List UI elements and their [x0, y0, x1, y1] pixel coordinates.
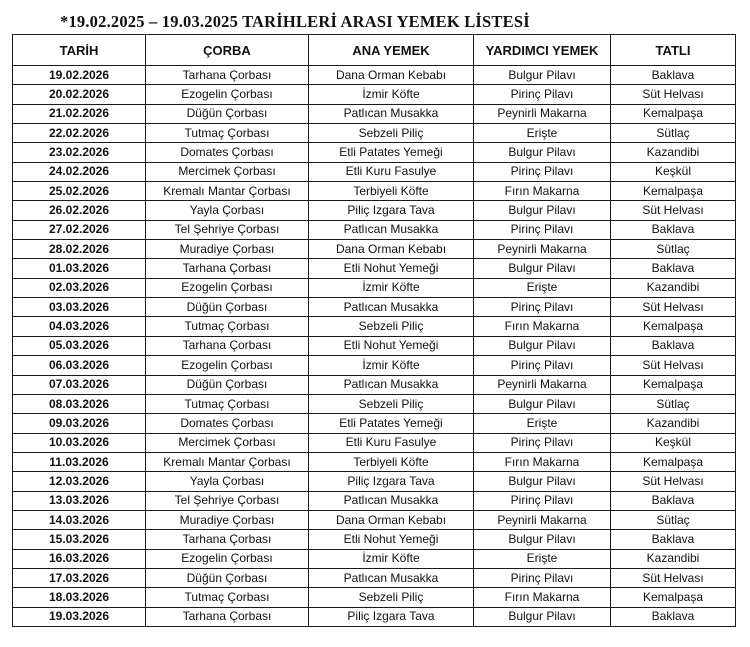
main-dish-cell: Dana Orman Kebabı [309, 510, 474, 529]
main-dish-cell: Patlıcan Musakka [309, 220, 474, 239]
date-cell: 04.03.2026 [13, 317, 146, 336]
soup-cell: Yayla Çorbası [146, 472, 309, 491]
date-cell: 05.03.2026 [13, 336, 146, 355]
table-row [13, 530, 736, 549]
dessert-cell: Süt Helvası [611, 201, 736, 220]
soup-cell: Tarhana Çorbası [146, 607, 309, 626]
side-dish-cell: Erişte [474, 414, 611, 433]
dessert-cell: Süt Helvası [611, 85, 736, 104]
dessert-cell: Kemalpaşa [611, 375, 736, 394]
soup-cell: Domates Çorbası [146, 414, 309, 433]
soup-cell: Tutmaç Çorbası [146, 394, 309, 413]
soup-cell: Muradiye Çorbası [146, 510, 309, 529]
date-cell: 24.02.2026 [13, 162, 146, 181]
date-cell: 11.03.2026 [13, 452, 146, 471]
main-dish-cell: Etli Patates Yemeği [309, 414, 474, 433]
dessert-cell: Kemalpaşa [611, 104, 736, 123]
side-dish-cell: Pirinç Pilavı [474, 356, 611, 375]
date-cell: 13.03.2026 [13, 491, 146, 510]
table-header-row [13, 35, 736, 66]
soup-cell: Ezogelin Çorbası [146, 278, 309, 297]
table-row [13, 394, 736, 413]
main-dish-cell: Patlıcan Musakka [309, 298, 474, 317]
side-dish-cell: Bulgur Pilavı [474, 607, 611, 626]
side-dish-cell: Erişte [474, 549, 611, 568]
main-dish-cell: Piliç Izgara Tava [309, 472, 474, 491]
main-dish-cell: Sebzeli Piliç [309, 588, 474, 607]
table-row [13, 452, 736, 471]
date-cell: 26.02.2026 [13, 201, 146, 220]
table-row [13, 66, 736, 85]
dessert-cell: Kazandibi [611, 143, 736, 162]
main-dish-cell: Etli Nohut Yemeği [309, 336, 474, 355]
soup-cell: Düğün Çorbası [146, 298, 309, 317]
side-dish-cell: Bulgur Pilavı [474, 259, 611, 278]
side-dish-cell: Peynirli Makarna [474, 375, 611, 394]
date-cell: 01.03.2026 [13, 259, 146, 278]
table-row [13, 510, 736, 529]
date-cell: 21.02.2026 [13, 104, 146, 123]
dessert-cell: Baklava [611, 530, 736, 549]
main-dish-cell: Terbiyeli Köfte [309, 182, 474, 201]
side-dish-cell: Pirinç Pilavı [474, 568, 611, 587]
dessert-cell: Kemalpaşa [611, 588, 736, 607]
dessert-cell: Baklava [611, 491, 736, 510]
date-cell: 03.03.2026 [13, 298, 146, 317]
table-row [13, 336, 736, 355]
side-dish-cell: Bulgur Pilavı [474, 143, 611, 162]
soup-cell: Ezogelin Çorbası [146, 549, 309, 568]
dessert-cell: Sütlaç [611, 510, 736, 529]
date-cell: 22.02.2026 [13, 124, 146, 143]
date-cell: 09.03.2026 [13, 414, 146, 433]
table-row [13, 298, 736, 317]
date-cell: 08.03.2026 [13, 394, 146, 413]
table-row [13, 491, 736, 510]
table-row [13, 124, 736, 143]
column-header-main-dish: ANA YEMEK [309, 35, 474, 66]
side-dish-cell: Fırın Makarna [474, 588, 611, 607]
table-row [13, 607, 736, 626]
date-cell: 25.02.2026 [13, 182, 146, 201]
column-header-date: TARİH [13, 35, 146, 66]
page-title: *19.02.2025 – 19.03.2025 TARİHLERİ ARASI YEMEK LİSTESİ [60, 12, 530, 31]
side-dish-cell: Pirinç Pilavı [474, 298, 611, 317]
side-dish-cell: Erişte [474, 278, 611, 297]
soup-cell: Mercimek Çorbası [146, 433, 309, 452]
dessert-cell: Süt Helvası [611, 568, 736, 587]
main-dish-cell: Etli Patates Yemeği [309, 143, 474, 162]
side-dish-cell: Pirinç Pilavı [474, 162, 611, 181]
table-row [13, 220, 736, 239]
soup-cell: Tarhana Çorbası [146, 66, 309, 85]
date-cell: 23.02.2026 [13, 143, 146, 162]
main-dish-cell: Piliç Izgara Tava [309, 201, 474, 220]
date-cell: 06.03.2026 [13, 356, 146, 375]
column-header-dessert: TATLI [611, 35, 736, 66]
main-dish-cell: Terbiyeli Köfte [309, 452, 474, 471]
main-dish-cell: Sebzeli Piliç [309, 124, 474, 143]
side-dish-cell: Peynirli Makarna [474, 510, 611, 529]
dessert-cell: Sütlaç [611, 124, 736, 143]
side-dish-cell: Pirinç Pilavı [474, 85, 611, 104]
side-dish-cell: Bulgur Pilavı [474, 472, 611, 491]
table-row [13, 472, 736, 491]
date-cell: 27.02.2026 [13, 220, 146, 239]
date-cell: 20.02.2026 [13, 85, 146, 104]
table-row [13, 414, 736, 433]
table-row [13, 85, 736, 104]
dessert-cell: Sütlaç [611, 240, 736, 259]
dessert-cell: Süt Helvası [611, 472, 736, 491]
side-dish-cell: Pirinç Pilavı [474, 433, 611, 452]
table-row [13, 588, 736, 607]
side-dish-cell: Bulgur Pilavı [474, 336, 611, 355]
dessert-cell: Kemalpaşa [611, 317, 736, 336]
date-cell: 15.03.2026 [13, 530, 146, 549]
dessert-cell: Baklava [611, 259, 736, 278]
dessert-cell: Kemalpaşa [611, 452, 736, 471]
soup-cell: Tutmaç Çorbası [146, 317, 309, 336]
dessert-cell: Baklava [611, 66, 736, 85]
table-row [13, 549, 736, 568]
main-dish-cell: İzmir Köfte [309, 549, 474, 568]
date-cell: 17.03.2026 [13, 568, 146, 587]
main-dish-cell: Etli Nohut Yemeği [309, 259, 474, 278]
soup-cell: Tarhana Çorbası [146, 259, 309, 278]
dessert-cell: Kazandibi [611, 278, 736, 297]
side-dish-cell: Pirinç Pilavı [474, 220, 611, 239]
dessert-cell: Baklava [611, 336, 736, 355]
table-row [13, 240, 736, 259]
main-dish-cell: İzmir Köfte [309, 85, 474, 104]
table-row [13, 182, 736, 201]
soup-cell: Ezogelin Çorbası [146, 85, 309, 104]
soup-cell: Ezogelin Çorbası [146, 356, 309, 375]
main-dish-cell: Sebzeli Piliç [309, 394, 474, 413]
soup-cell: Düğün Çorbası [146, 568, 309, 587]
main-dish-cell: Etli Kuru Fasulye [309, 433, 474, 452]
dessert-cell: Süt Helvası [611, 356, 736, 375]
side-dish-cell: Bulgur Pilavı [474, 530, 611, 549]
date-cell: 18.03.2026 [13, 588, 146, 607]
soup-cell: Tel Şehriye Çorbası [146, 491, 309, 510]
soup-cell: Tutmaç Çorbası [146, 588, 309, 607]
main-dish-cell: Etli Kuru Fasulye [309, 162, 474, 181]
soup-cell: Muradiye Çorbası [146, 240, 309, 259]
table-row [13, 162, 736, 181]
table-row [13, 104, 736, 123]
dessert-cell: Keşkül [611, 433, 736, 452]
side-dish-cell: Fırın Makarna [474, 182, 611, 201]
main-dish-cell: Etli Nohut Yemeği [309, 530, 474, 549]
main-dish-cell: Patlıcan Musakka [309, 491, 474, 510]
table-row [13, 433, 736, 452]
dessert-cell: Sütlaç [611, 394, 736, 413]
soup-cell: Tarhana Çorbası [146, 336, 309, 355]
main-dish-cell: Patlıcan Musakka [309, 568, 474, 587]
date-cell: 14.03.2026 [13, 510, 146, 529]
main-dish-cell: Patlıcan Musakka [309, 104, 474, 123]
dessert-cell: Baklava [611, 607, 736, 626]
main-dish-cell: Sebzeli Piliç [309, 317, 474, 336]
menu-table [12, 34, 736, 627]
main-dish-cell: İzmir Köfte [309, 278, 474, 297]
side-dish-cell: Erişte [474, 124, 611, 143]
soup-cell: Tutmaç Çorbası [146, 124, 309, 143]
soup-cell: Düğün Çorbası [146, 104, 309, 123]
soup-cell: Kremalı Mantar Çorbası [146, 452, 309, 471]
table-row [13, 143, 736, 162]
date-cell: 16.03.2026 [13, 549, 146, 568]
date-cell: 02.03.2026 [13, 278, 146, 297]
table-row [13, 201, 736, 220]
dessert-cell: Kemalpaşa [611, 182, 736, 201]
dessert-cell: Kazandibi [611, 414, 736, 433]
date-cell: 19.02.2026 [13, 66, 146, 85]
main-dish-cell: İzmir Köfte [309, 356, 474, 375]
side-dish-cell: Bulgur Pilavı [474, 201, 611, 220]
column-header-soup: ÇORBA [146, 35, 309, 66]
side-dish-cell: Fırın Makarna [474, 452, 611, 471]
date-cell: 19.03.2026 [13, 607, 146, 626]
table-row [13, 317, 736, 336]
soup-cell: Tel Şehriye Çorbası [146, 220, 309, 239]
soup-cell: Düğün Çorbası [146, 375, 309, 394]
side-dish-cell: Bulgur Pilavı [474, 66, 611, 85]
dessert-cell: Süt Helvası [611, 298, 736, 317]
table-body [13, 66, 736, 627]
date-cell: 07.03.2026 [13, 375, 146, 394]
side-dish-cell: Peynirli Makarna [474, 240, 611, 259]
dessert-cell: Kazandibi [611, 549, 736, 568]
column-header-side-dish: YARDIMCI YEMEK [474, 35, 611, 66]
date-cell: 28.02.2026 [13, 240, 146, 259]
table-row [13, 356, 736, 375]
soup-cell: Domates Çorbası [146, 143, 309, 162]
table-row [13, 259, 736, 278]
soup-cell: Tarhana Çorbası [146, 530, 309, 549]
date-cell: 12.03.2026 [13, 472, 146, 491]
side-dish-cell: Pirinç Pilavı [474, 491, 611, 510]
main-dish-cell: Dana Orman Kebabı [309, 66, 474, 85]
dessert-cell: Baklava [611, 220, 736, 239]
soup-cell: Yayla Çorbası [146, 201, 309, 220]
table-row [13, 278, 736, 297]
table-row [13, 568, 736, 587]
main-dish-cell: Patlıcan Musakka [309, 375, 474, 394]
side-dish-cell: Fırın Makarna [474, 317, 611, 336]
dessert-cell: Keşkül [611, 162, 736, 181]
main-dish-cell: Piliç Izgara Tava [309, 607, 474, 626]
table-row [13, 375, 736, 394]
side-dish-cell: Bulgur Pilavı [474, 394, 611, 413]
soup-cell: Mercimek Çorbası [146, 162, 309, 181]
main-dish-cell: Dana Orman Kebabı [309, 240, 474, 259]
soup-cell: Kremalı Mantar Çorbası [146, 182, 309, 201]
side-dish-cell: Peynirli Makarna [474, 104, 611, 123]
date-cell: 10.03.2026 [13, 433, 146, 452]
